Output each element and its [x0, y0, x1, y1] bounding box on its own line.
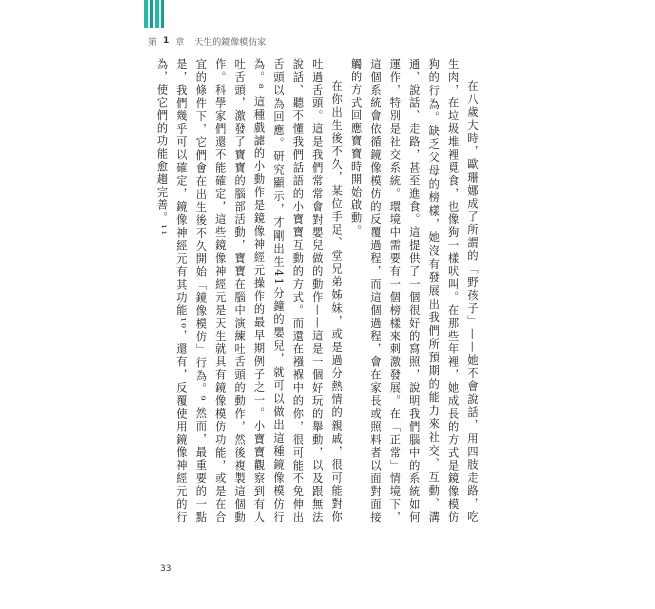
paragraph-1: 在八歲大時，歐珊娜成了所謂的「野孩子」——她不會說話，用四肢走路，吃生肉，在垃圾堆裡覓食，也像狗一樣吠叫。在那些年裡，她成長的方式是鏡像模仿狗的行為。缺乏父母的榜樣，她沒有發展出我們所預期的能力來社交、互動、溝通、說話、走路，甚至進食。這提供了一個很好的寫照，說明我們腦中的系統如何運作，特別是社交系統。環境中需要有一個榜樣來刺激發展。在「正常」情境下，這個系統會依循鏡像模仿的反覆過程，而這個過程，會在家長或照料者以面對面接觸的方式回應寶寶時開始啟動。	[349, 58, 479, 524]
chapter-prefix: 第	[148, 37, 158, 48]
paragraph-2: 在你出生後不久，某位手足、堂兄弟姊妹，或是過分熱情的親戚，很可能對你吐過舌頭。這是我們常常會對嬰兒做的動作——這是一個好玩的舉動，以及跟無法說話、聽不懂我們話語的小寶寶互動的方式。而還在襁褓中的你，很可能不免伸出舌頭以為回應。研究顯示，才剛出生41分鐘的嬰兒，就可以做出這種鏡像模仿行為。⁸ 這種戲謔的小動作是鏡像神經元操作的最早期例子之一。小寶寶觀察到有人吐舌頭，激發了寶寶的腦部活動，寶寶在腦中演練吐舌頭的動作，然後複製這個動作。科學家們還不能確定，這些鏡像神經元是天生就具有鏡像模仿功能，或是在合宜的條件下，它們會在出生後不久開始「鏡像模仿」行為。⁹ 然而，最重要的一點是，我們幾乎可以確定，鏡像神經元有其功能¹⁰，還有，反覆使用鏡像神經元的行為，使它們的功能愈趨完善。¹¹	[155, 58, 344, 524]
chapter-number: 1	[163, 36, 170, 46]
body-text	[155, 58, 482, 524]
chapter-title: 天生的鏡像模仿家	[194, 37, 267, 48]
page-number: 33	[160, 564, 172, 574]
chapter-suffix: 章	[175, 37, 185, 48]
chapter-tab-decoration	[144, 0, 166, 28]
chapter-header	[148, 34, 266, 48]
